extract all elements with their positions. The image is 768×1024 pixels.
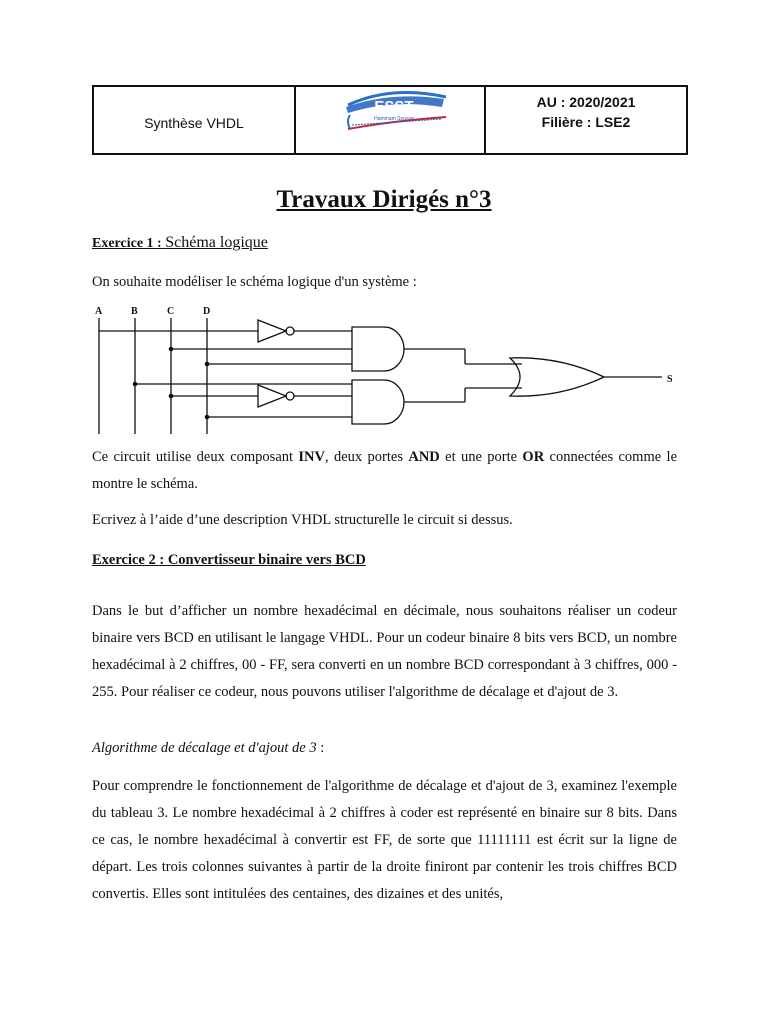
output-label-s: S — [667, 374, 673, 385]
desc-inv: INV — [298, 449, 325, 465]
course-name: Synthèse VHDL — [144, 115, 244, 131]
info-cell — [486, 87, 686, 153]
track: Filière : LSE2 — [541, 114, 631, 130]
input-label-a: A — [95, 306, 103, 317]
desc-text-1: Ce circuit utilise deux composant — [92, 449, 299, 465]
page-title: Travaux Dirigés n°3 — [276, 186, 492, 213]
logic-schematic — [90, 302, 690, 437]
desc-and: AND — [408, 449, 440, 465]
desc-text-4: connectées comme le montre le schéma. — [92, 449, 678, 492]
exercise2-heading: Exercice 2 : Convertisseur binaire vers BCD — [92, 552, 366, 568]
document-header-table — [92, 85, 688, 155]
algorithm-subtitle — [92, 740, 677, 757]
input-label-c: C — [167, 306, 175, 317]
exercise2-paragraph-1: Dans le but d’afficher un nombre hexadécimal en décimale, nous souhaitons réaliser un codeur binaire vers BCD en utilisant le langage VHDL. Pour un codeur binaire 8 bits vers BCD, un nombre hexadécimal à 2 chiffres, 00 - FF, sera converti en un nombre BCD correspondant à 3 chiffres, 000 - 255. Pour réaliser ce codeur, nous pouvons utiliser l'algorithme de décalage et d'ajout de 3. — [92, 603, 677, 700]
logo-text: ESST — [374, 98, 414, 115]
course-cell — [94, 87, 296, 153]
esst-logo — [296, 87, 482, 153]
exercise2-paragraph-2: Pour comprendre le fonctionnement de l'algorithme de décalage et d'ajout de 3, examinez l'exemple du tableau 3. Le nombre hexadécimal à 2 chiffres à coder est représenté en binaire sur 8 bits. Dans ce cas, le nombre hexadécimal à convertir est FF, de sorte que 11111111 est écrit sur la ligne de départ. Les trois colonnes suivantes à partir de la droite finiront par contenir les trois chiffres BCD convertis. Elles sont intitulées des centaines, des dizaines et des unités, — [92, 778, 677, 902]
desc-or: OR — [522, 449, 545, 465]
logo-tagline: Hammam Sousse — [374, 116, 414, 122]
algorithm-title: Algorithme de décalage et d'ajout de 3 — [92, 740, 317, 756]
exercise1-task: Ecrivez à l’aide d’une description VHDL structurelle le circuit si dessus. — [92, 512, 513, 528]
input-label-d: D — [203, 306, 211, 317]
logo-cell — [296, 87, 486, 153]
algorithm-title-suffix: : — [316, 740, 325, 756]
exercise1-heading-prefix: Exercice 1 : — [92, 236, 162, 251]
input-label-b: B — [131, 306, 138, 317]
exercise1-heading — [92, 234, 268, 252]
desc-text-2: , deux portes — [325, 449, 409, 465]
academic-year: AU : 2020/2021 — [536, 94, 636, 110]
exercise1-heading-name: Schéma logique — [165, 234, 268, 251]
desc-text-3: et une porte — [439, 449, 523, 465]
exercise1-intro: On souhaite modéliser le schéma logique d'un système : — [92, 274, 417, 290]
exercise1-description — [92, 444, 677, 498]
